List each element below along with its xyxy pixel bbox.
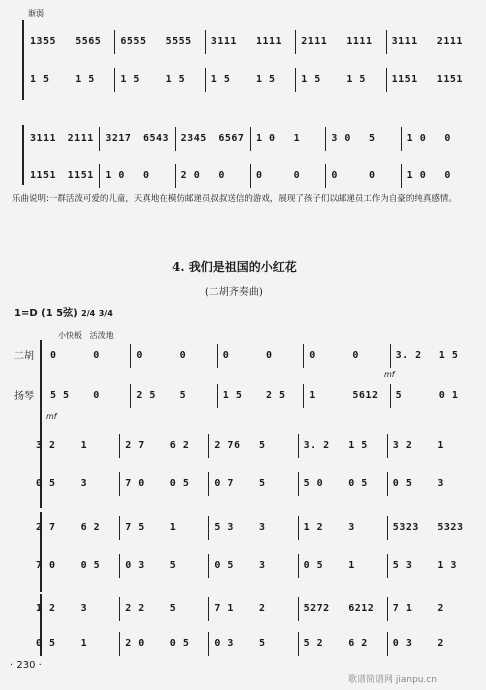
barline bbox=[298, 632, 299, 656]
description-label: 乐曲说明: bbox=[12, 194, 49, 204]
erhu-note: 3 2 bbox=[36, 440, 56, 451]
yangqin-note: 0 5 bbox=[36, 638, 56, 649]
barline bbox=[298, 554, 299, 578]
second-upper-note: 1 0 bbox=[256, 133, 276, 144]
erhu-note: 5323 bbox=[392, 522, 419, 533]
second-lower-note: 1151 bbox=[67, 170, 94, 181]
barline bbox=[325, 127, 326, 151]
second-lower-note: 0 bbox=[444, 170, 451, 181]
time-signature-1: 2/4 bbox=[81, 309, 96, 318]
yangqin-note: 0 5 bbox=[36, 478, 56, 489]
top-lower-note: 1 5 bbox=[346, 74, 366, 85]
erhu-note: 0 bbox=[179, 350, 187, 361]
yangqin-note: 1 5 bbox=[222, 390, 243, 401]
barline bbox=[298, 472, 299, 496]
barline bbox=[387, 434, 388, 458]
barline bbox=[119, 434, 120, 458]
top-upper-note: 2111 bbox=[301, 36, 328, 47]
erhu-note: 3 bbox=[348, 522, 355, 533]
second-lower-note: 1151 bbox=[30, 170, 57, 181]
second-lower-note: 1 0 bbox=[406, 170, 427, 181]
erhu-note: 0 bbox=[309, 350, 316, 361]
top-lower-note: 1151 bbox=[436, 74, 463, 85]
barline bbox=[175, 164, 176, 188]
barline bbox=[303, 384, 304, 408]
yangqin-note: 1 bbox=[309, 390, 316, 401]
yangqin-note: 7 0 bbox=[125, 478, 145, 489]
erhu-note: 3. 2 bbox=[303, 440, 330, 451]
top-upper-note: 3111 bbox=[391, 36, 418, 47]
tempo: 小快板 bbox=[58, 331, 82, 340]
barline bbox=[295, 30, 296, 54]
erhu-note: 2 bbox=[259, 603, 266, 614]
yangqin-note: 5 bbox=[395, 390, 403, 401]
top-upper-note: 5565 bbox=[75, 36, 102, 47]
description-text: 一群活泼可爱的儿童，天真地在模仿邮递员叔叔送信的游戏，展现了孩子们以邮递员工作为自豪的纯真感情。 bbox=[48, 194, 457, 204]
erhu-note: 0 bbox=[266, 350, 273, 361]
second-upper-note: 3 0 bbox=[331, 133, 351, 144]
erhu-note: 2 bbox=[437, 603, 444, 614]
erhu-note: 7 5 bbox=[125, 522, 145, 533]
piece-subtitle: (二胡齐奏曲) bbox=[205, 287, 263, 298]
erhu-note: 1 2 bbox=[36, 603, 56, 614]
erhu-note: 2 7 bbox=[36, 522, 56, 533]
second-lower-note: 0 bbox=[331, 170, 338, 181]
yangqin-note: 0 5 bbox=[169, 478, 190, 489]
top-lower-note: 1 5 bbox=[120, 74, 140, 85]
yangqin-note: 2 0 bbox=[125, 638, 145, 649]
yangqin-note: 0 5 bbox=[348, 478, 368, 489]
piece-description bbox=[12, 192, 472, 206]
system-brace bbox=[22, 125, 24, 185]
yangqin-note: 2 5 bbox=[266, 390, 286, 401]
erhu-note: 2 76 bbox=[214, 440, 241, 451]
yangqin-note: 5 bbox=[169, 560, 177, 571]
top-lower-note: 1 5 bbox=[256, 74, 276, 85]
system-brace bbox=[22, 20, 24, 100]
yangqin-note: 0 5 bbox=[392, 478, 413, 489]
erhu-note: 1 2 bbox=[303, 522, 324, 533]
key-label: 1=D (1 5弦) bbox=[14, 308, 78, 319]
barline bbox=[298, 516, 299, 540]
yangqin-note: 7 0 bbox=[36, 560, 56, 571]
top-lower-note: 1151 bbox=[391, 74, 418, 85]
erhu-note: 5 bbox=[169, 603, 177, 614]
barline bbox=[208, 434, 209, 458]
second-upper-note: 5 bbox=[369, 133, 376, 144]
erhu-note: 3. 2 bbox=[395, 350, 422, 361]
barline bbox=[175, 127, 176, 151]
yangqin-note: 6 2 bbox=[348, 638, 368, 649]
barline bbox=[401, 164, 402, 188]
erhu-note: 5272 bbox=[303, 603, 330, 614]
barline bbox=[114, 68, 115, 92]
erhu-note: 5323 bbox=[437, 522, 464, 533]
erhu-note: 3 bbox=[259, 522, 266, 533]
erhu-note: 5 bbox=[259, 440, 266, 451]
piece-title-line bbox=[172, 258, 297, 275]
dynamic-mf-erhu: mf bbox=[384, 370, 395, 379]
barline bbox=[208, 632, 209, 656]
second-lower-note: 0 bbox=[218, 170, 225, 181]
barline bbox=[390, 384, 391, 408]
second-lower-note: 0 bbox=[256, 170, 263, 181]
dynamic-mf: mf bbox=[46, 412, 57, 421]
yangqin-note: 3 bbox=[80, 478, 88, 489]
yangqin-note: 5 bbox=[259, 478, 266, 489]
erhu-note: 0 bbox=[352, 350, 359, 361]
yangqin-note: 0 1 bbox=[438, 390, 459, 401]
barline bbox=[298, 434, 299, 458]
second-upper-note: 3111 bbox=[30, 133, 57, 144]
second-upper-note: 2111 bbox=[67, 133, 94, 144]
barline bbox=[387, 554, 388, 578]
barline bbox=[119, 632, 120, 656]
barline bbox=[386, 30, 387, 54]
top-upper-note: 1111 bbox=[346, 36, 373, 47]
erhu-note: 0 bbox=[136, 350, 143, 361]
erhu-note: 0 bbox=[222, 350, 230, 361]
barline bbox=[250, 164, 251, 188]
piece-number: 4. bbox=[172, 260, 185, 274]
yangqin-note: 2 5 bbox=[136, 390, 156, 401]
barline bbox=[387, 597, 388, 621]
barline bbox=[386, 68, 387, 92]
top-lower-note: 1 5 bbox=[75, 74, 95, 85]
top-upper-note: 1111 bbox=[256, 36, 283, 47]
watermark: 歌谱简谱网 jianpu.cn bbox=[348, 675, 438, 685]
erhu-note: 2 7 bbox=[125, 440, 145, 451]
yangqin-note: 5 0 bbox=[303, 478, 324, 489]
second-lower-note: 2 0 bbox=[180, 170, 201, 181]
erhu-note: 1 bbox=[80, 440, 88, 451]
yangqin-note: 0 5 bbox=[303, 560, 324, 571]
barline bbox=[217, 384, 218, 408]
dynamic-mark: 渐弱 bbox=[28, 9, 44, 18]
second-upper-note: 1 0 bbox=[406, 133, 427, 144]
second-upper-note: 0 bbox=[444, 133, 451, 144]
yangqin-note: 0 3 bbox=[214, 638, 234, 649]
erhu-note: 1 bbox=[169, 522, 177, 533]
time-signature-2: 3/4 bbox=[98, 309, 113, 318]
yangqin-note: 5 3 bbox=[392, 560, 413, 571]
erhu-note: 0 bbox=[50, 350, 57, 361]
erhu-note: 2 2 bbox=[125, 603, 145, 614]
barline bbox=[217, 344, 218, 368]
top-upper-note: 6555 bbox=[120, 36, 147, 47]
second-lower-note: 0 bbox=[369, 170, 376, 181]
top-upper-note: 5555 bbox=[165, 36, 192, 47]
top-lower-note: 1 5 bbox=[165, 74, 186, 85]
barline bbox=[114, 30, 115, 54]
second-upper-note: 2345 bbox=[180, 133, 207, 144]
expression: 活泼地 bbox=[89, 331, 114, 340]
barline bbox=[325, 164, 326, 188]
barline bbox=[99, 164, 100, 188]
yangqin-note: 0 3 bbox=[125, 560, 145, 571]
yangqin-note: 0 5 bbox=[214, 560, 234, 571]
tempo-marking bbox=[58, 330, 114, 341]
barline bbox=[250, 127, 251, 151]
erhu-note: 6 2 bbox=[169, 440, 190, 451]
second-lower-note: 0 bbox=[293, 170, 301, 181]
barline bbox=[119, 516, 120, 540]
barline bbox=[295, 68, 296, 92]
second-lower-note: 0 bbox=[143, 170, 150, 181]
second-upper-note: 3217 bbox=[105, 133, 132, 144]
yangqin-note: 2 bbox=[437, 638, 444, 649]
barline bbox=[208, 472, 209, 496]
barline bbox=[130, 344, 131, 368]
erhu-note: 7 1 bbox=[214, 603, 234, 614]
yangqin-note: 0 bbox=[93, 390, 100, 401]
erhu-note: 3 2 bbox=[392, 440, 413, 451]
yangqin-note: 1 bbox=[348, 560, 355, 571]
yangqin-note: 0 5 bbox=[169, 638, 190, 649]
yangqin-note: 5 5 bbox=[50, 390, 70, 401]
yangqin-note: 1 3 bbox=[437, 560, 457, 571]
erhu-note: 5 3 bbox=[214, 522, 234, 533]
barline bbox=[387, 632, 388, 656]
barline bbox=[208, 516, 209, 540]
yangqin-note: 5 2 bbox=[303, 638, 324, 649]
yangqin-note: 0 3 bbox=[392, 638, 413, 649]
top-upper-note: 3111 bbox=[210, 36, 237, 47]
barline bbox=[119, 597, 120, 621]
part-label-yangqin: 扬琴 bbox=[14, 391, 34, 402]
barline bbox=[303, 344, 304, 368]
barline bbox=[205, 30, 206, 54]
erhu-note: 6212 bbox=[348, 603, 375, 614]
top-lower-note: 1 5 bbox=[210, 74, 231, 85]
yangqin-note: 3 bbox=[259, 560, 266, 571]
barline bbox=[387, 516, 388, 540]
second-upper-note: 6543 bbox=[143, 133, 170, 144]
erhu-note: 6 2 bbox=[80, 522, 101, 533]
part-label-erhu: 二胡 bbox=[14, 351, 34, 362]
barline bbox=[208, 554, 209, 578]
barline bbox=[387, 472, 388, 496]
piece-title: 我们是祖国的小红花 bbox=[188, 260, 297, 274]
top-lower-note: 1 5 bbox=[30, 74, 50, 85]
barline bbox=[119, 472, 120, 496]
erhu-note: 1 5 bbox=[348, 440, 368, 451]
erhu-note: 3 bbox=[80, 603, 88, 614]
yangqin-note: 3 bbox=[437, 478, 444, 489]
second-upper-note: 1 bbox=[293, 133, 301, 144]
barline bbox=[208, 597, 209, 621]
yangqin-note: 1 bbox=[80, 638, 88, 649]
barline bbox=[390, 344, 391, 368]
barline bbox=[401, 127, 402, 151]
page-number: · 230 · bbox=[10, 660, 42, 671]
barline bbox=[298, 597, 299, 621]
top-upper-note: 1355 bbox=[30, 36, 57, 47]
barline bbox=[119, 554, 120, 578]
barline bbox=[99, 127, 100, 151]
yangqin-note: 5612 bbox=[352, 390, 379, 401]
erhu-note: 0 bbox=[93, 350, 100, 361]
barline bbox=[205, 68, 206, 92]
key-signature bbox=[14, 304, 113, 319]
yangqin-note: 5 bbox=[179, 390, 187, 401]
system-brace bbox=[40, 340, 42, 430]
barline bbox=[130, 384, 131, 408]
top-lower-note: 1 5 bbox=[301, 74, 321, 85]
top-upper-note: 2111 bbox=[436, 36, 463, 47]
erhu-note: 1 bbox=[437, 440, 444, 451]
yangqin-note: 0 7 bbox=[214, 478, 234, 489]
second-lower-note: 1 0 bbox=[105, 170, 125, 181]
erhu-note: 1 5 bbox=[438, 350, 459, 361]
second-upper-note: 6567 bbox=[218, 133, 245, 144]
erhu-note: 7 1 bbox=[392, 603, 413, 614]
yangqin-note: 0 5 bbox=[80, 560, 101, 571]
yangqin-note: 5 bbox=[259, 638, 266, 649]
